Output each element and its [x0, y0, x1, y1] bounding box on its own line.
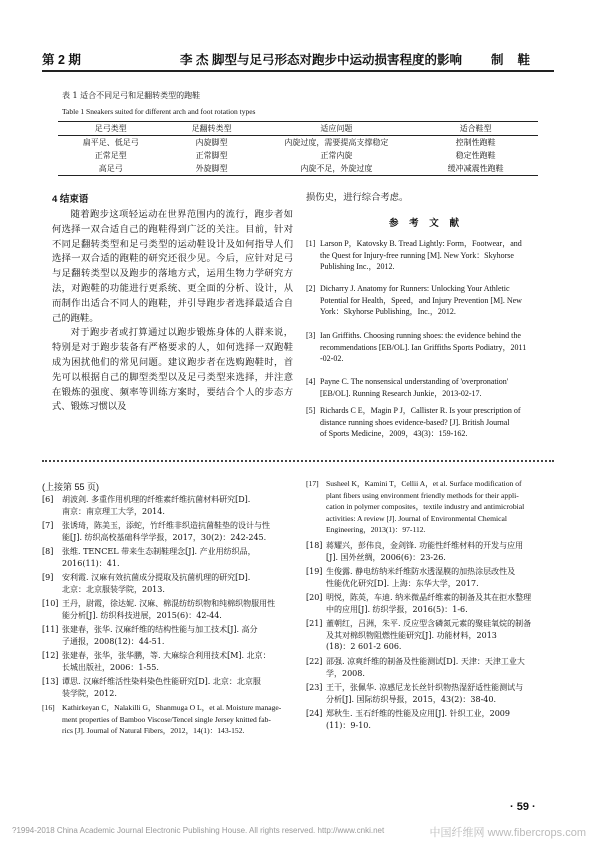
table-cell: 正常足型 [94, 151, 127, 160]
reference-line: 王干，张佩华. 凉感尼龙长丝针织物热湿舒适性能测试与 [326, 683, 524, 692]
reference-number: [9] [42, 573, 54, 582]
table-row [58, 162, 538, 176]
conclusion-body [52, 208, 293, 415]
reference-number: [23] [306, 683, 323, 692]
reference-line: 2016(11)：41. [62, 558, 120, 568]
paragraph: 对于跑步者或打算通过以跑步锻炼身体的人群来说，特别是对于跑步装备有严格要求的人，如何选择一双跑鞋成为困扰他们的常见问题。建议跑步者在选购跑鞋时，首先可以根据自己的脚型类型以及足弓类型来选择，并注意在锻炼的强度、频率等训练方案时，要结合个人的步态方式、锻炼习惯以及 [52, 327, 293, 413]
reference-line: 董朝红，吕洲，朱平. 反应型含磷氮元素的聚硅氧烷的制备 [326, 619, 532, 628]
reference-line: 长城出版社，2006：1-55. [62, 662, 159, 672]
reference-line: Richards C E，Magin P J，Callister R. Is your prescription of [320, 406, 521, 415]
copyright-notice: ?1994-2018 China Academic Journal Electronic Publishing House. All rights reserved. http://www.cnki.net [12, 826, 385, 835]
reference-number: [1] [306, 239, 316, 248]
reference-number: [18] [306, 541, 323, 550]
reference-line: 学，2008. [326, 668, 365, 678]
reference-line: [EB/OL]. Running Research Junkie，2013-02-17. [320, 388, 482, 398]
reference-line: Dicharry J. Anatomy for Runners: Unlocking Your Athletic [320, 284, 510, 293]
reference-line: 张建春，张华，张华鹏，等. 大麻综合利用技术[M]. 北京： [62, 651, 271, 660]
reference-line: recommendations [EB/OL]. Ian Griffiths Sports Podiatry，2011 [320, 342, 527, 352]
reference-line: rics [J]. Journal of Natural Fibers，2012，14(1)：143-152. [62, 726, 245, 735]
reference-number: [20] [306, 593, 323, 602]
reference-line: 张建春，张华. 汉麻纤维的结构性能与加工技术[J]. 高分 [62, 625, 258, 634]
table-cell: 缓冲减震性跑鞋 [413, 162, 538, 176]
reference-number: [4] [306, 377, 316, 386]
reference-line: Publishing Inc.，2012. [320, 262, 395, 271]
section-heading: 4 结束语 [52, 194, 89, 205]
table-caption-english: Table 1 Sneakers suited for different arch and foot rotation types [62, 107, 256, 116]
reference-line: [J]. 国外丝绸，2006(6)：23-26. [326, 552, 446, 562]
reference-line: York：Skyhorse Publishing，Inc.，2012. [320, 307, 456, 316]
shoe-type-table [58, 121, 538, 176]
reference-line: 张诱琦，陈美玉，添蛇，竹纤维非织造抗菌鞋垫的设计与性 [62, 521, 270, 530]
table-row [58, 136, 538, 150]
reference-number: [5] [306, 406, 316, 415]
reference-line: (11)：9-10. [326, 720, 371, 730]
reference-number: [2] [306, 284, 316, 293]
reference-line: ment properties of Bamboo Viscose/Tencel single Jersey knitted fab- [62, 714, 271, 724]
table-cell: 高足弓 [58, 162, 164, 176]
reference-line: the Quest for Injury-free running [M]. New York：Skyhorse [320, 250, 514, 260]
reference-line: (18)：2 601-2 606. [326, 642, 402, 651]
column-header: 足翻转类型 [164, 122, 260, 136]
reference-line: of Sports Medicine，2009，43(3)：159-162. [320, 429, 468, 438]
header-rule [42, 70, 554, 72]
reference-line: 能[J]. 纺织高校基础科学学报，2017，30(2)：242-245. [62, 532, 267, 542]
reference-line: cation in polymer composites，textile industry and antimicrobial [326, 502, 525, 511]
reference-number: [7] [42, 521, 54, 530]
running-header [42, 50, 554, 68]
reference-line: -02-02. [320, 354, 344, 363]
table-cell: 外旋脚型 [164, 162, 260, 176]
column-header: 适合鞋型 [413, 122, 538, 136]
reference-number: [17] [306, 479, 319, 488]
reference-line: Kathirkeyan C，Nalakilli G，Shanmuga O L，et al. Moisture manage- [62, 703, 282, 712]
table-cell: 控制性跑鞋 [455, 138, 496, 147]
reference-number: [3] [306, 331, 316, 340]
separator-dotted [42, 460, 554, 462]
reference-number: [16] [42, 703, 55, 712]
reference-number: [21] [306, 619, 323, 628]
reference-line: 中的应用[J]. 纺织学报，2016(5)：1-6. [326, 604, 468, 614]
table-cell: 扁平足、低足弓 [82, 138, 139, 147]
reference-line: 张维. TENCEL 带来生态制鞋理念[J]. 产业用纺织品， [62, 547, 256, 556]
continued-label: (上接第 55 页) [42, 482, 100, 492]
reference-line: 能分析[J]. 纺织科技进展，2015(6)：42-44. [62, 610, 222, 620]
reference-line: 及其对棉织物阻燃性能研究[J]. 功能材料，2013 [326, 630, 497, 640]
reference-line: 王丹，尉霞，徐达妮. 汉麻、棉混纺纺织物和纯棉织物服用性 [62, 599, 276, 608]
journal-name: 制鞋 [490, 53, 544, 67]
reference-line: 明悦，陈英，车迪. 纳米微晶纤维素的制备及其在拒水整理 [326, 593, 532, 602]
watermark: 中国纤维网 www.fibercrops.com [429, 827, 586, 839]
issue-number: 第 2 期 [42, 53, 81, 67]
reference-number: [22] [306, 657, 323, 666]
reference-line: 谭思. 汉麻纤维活性染料染色性能研究[D]. 北京：北京服 [62, 677, 261, 686]
article-running-title: 李 杰 脚型与足弓形态对跑步中运动损害程度的影响 [180, 53, 462, 67]
column-header: 足弓类型 [58, 122, 164, 136]
reference-number: [11] [42, 625, 59, 634]
reference-line: 蒋耀兴，彭伟良，金剑锋. 功能性纤维材料的开发与应用 [326, 541, 524, 550]
reference-line: plant fibers using environment friendly methods for their appli- [326, 490, 519, 500]
references-heading: 参 考 文 献 [389, 218, 463, 229]
table-cell: 内旋过度，需要提高支撑稳定 [284, 138, 389, 147]
reference-line: 胡波剑. 多重作用机理的纤维素纤维抗菌材料研究[D]. [62, 495, 251, 504]
reference-number: [6] [42, 495, 54, 504]
reference-line: Larson P，Katovsky B. Tread Lightly: Form，Footwear，and [320, 239, 522, 248]
reference-line: Susheel K，Kamini T，Cellii A，et al. Surface modification of [326, 479, 522, 488]
reference-line: Payne C. The nonsensical understanding of 'overpronation' [320, 377, 509, 386]
page-number: · 59 · [510, 801, 536, 813]
reference-line: distance running shoes evidence-based? [J]. British Journal [320, 417, 510, 427]
table-row [58, 149, 538, 162]
reference-number: [8] [42, 547, 54, 556]
reference-number: [19] [306, 567, 323, 576]
reference-number: [10] [42, 599, 59, 608]
reference-line: 性能优化研究[D]. 上海：东华大学，2017. [326, 578, 479, 588]
table-cell: 内旋脚型 [195, 138, 228, 147]
reference-line: 郑秋生. 玉石纤维的性能及应用[J]. 针织工业，2009 [326, 709, 510, 718]
table-cell: 内旋不足，外旋过度 [260, 162, 414, 176]
table-header-row [58, 122, 538, 136]
reference-line: Potential for Health，Speed，and Injury Prevention [M]. New [320, 295, 522, 305]
reference-line: 北京：北京服装学院，2013. [62, 584, 165, 594]
reference-line: 生俊露. 静电纺纳米纤维防水透湿膜的加热涂层改性及 [326, 567, 516, 576]
reference-line: 装学院，2012. [62, 688, 117, 698]
table-cell: 正常内旋 [320, 151, 353, 160]
reference-line: 安利霞. 汉麻有效抗菌成分提取及抗菌机理的研究[D]. [62, 573, 251, 582]
reference-line: 邵强. 凉爽纤维的制备及性能测试[D]. 天津：天津工业大 [326, 657, 525, 666]
reference-line: activities: A review [J]. Journal of Environmental Chemical [326, 513, 507, 523]
column-header: 适应问题 [260, 122, 414, 136]
reference-line: 子通报，2008(12)：44-51. [62, 636, 165, 646]
reference-line: Engineering，2013(1)：97-112. [326, 525, 426, 534]
reference-number: [13] [42, 677, 59, 686]
conclusion-continuation: 损伤史，进行综合考虑。 [306, 192, 409, 203]
reference-line: 南京：南京理工大学，2014. [62, 506, 165, 516]
table-cell: 稳定性跑鞋 [455, 151, 496, 160]
table-cell: 正常脚型 [195, 151, 228, 160]
reference-number: [12] [42, 651, 59, 660]
table-caption-chinese: 表 1 适合不同足弓和足翻转类型的跑鞋 [62, 91, 201, 100]
reference-number: [24] [306, 709, 323, 718]
reference-line: Ian Griffiths. Choosing running shoes: the evidence behind the [320, 331, 521, 340]
paragraph: 随着跑步这项轻运动在世界范围内的流行，跑步者如何选择一双合适自己的跑鞋得到广泛的关注。目前，针对不同足翻转类型和足弓类型的运动鞋设计及如何指导人们选择一双合适的跑鞋的研究还很少见。今后，应针对足弓与足翻转类型以及跑步的落地方式，运用生物力学研究方法，对跑鞋的功能进行更系统、更全面的分析、设计，从而制作出适合不同人的跑鞋，并引导跑步者选择最适合自己的跑鞋。 [52, 209, 293, 324]
reference-line: 分析[J]. 国际纺织导报，2015，43(2)：38-40. [326, 694, 497, 704]
